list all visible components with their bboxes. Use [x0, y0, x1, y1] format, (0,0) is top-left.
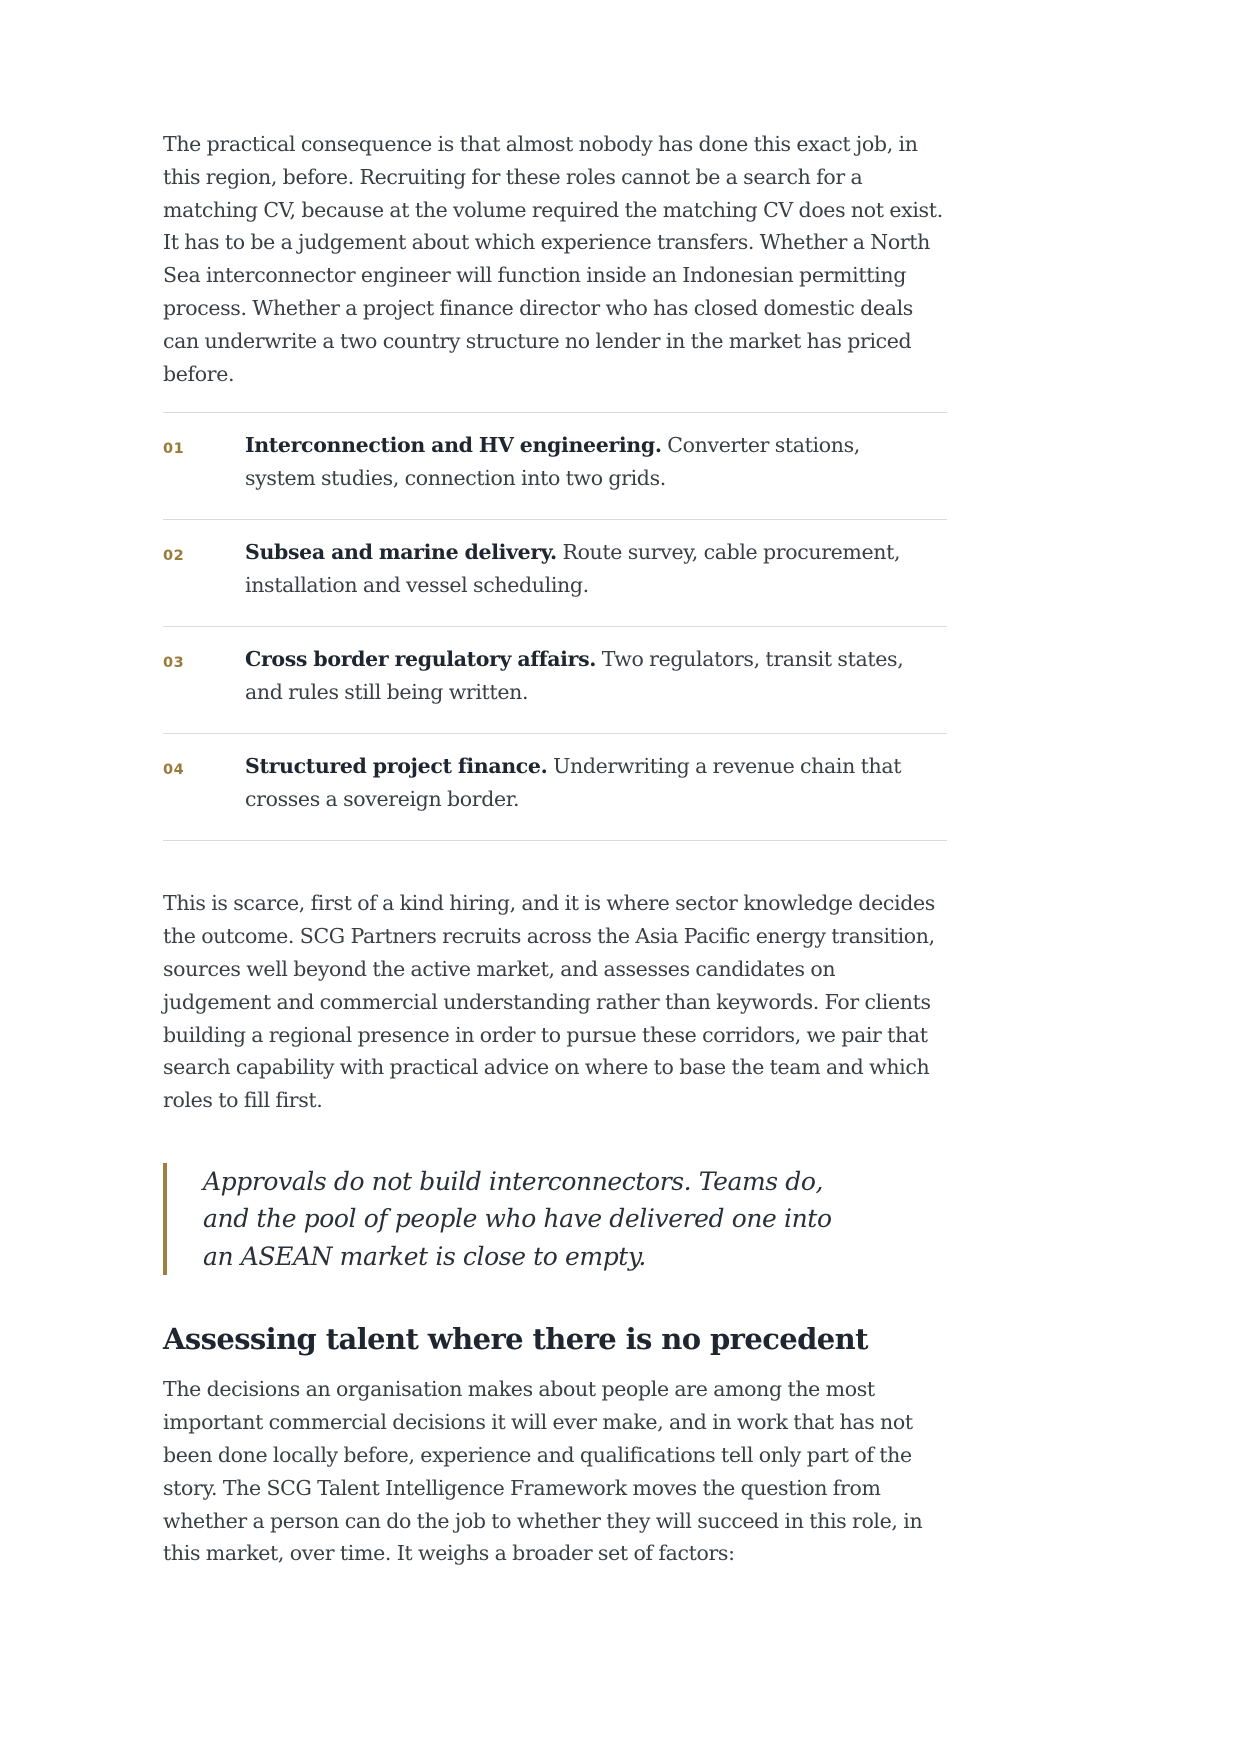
role-list: [163, 412, 947, 841]
list-item: [163, 734, 947, 841]
list-item-title: Interconnection and HV engineering.: [245, 433, 662, 458]
list-item-number: 04: [163, 762, 185, 779]
list-item-number: 01: [163, 441, 185, 458]
list-item-text: [245, 643, 947, 713]
list-item-title: Structured project finance.: [245, 754, 548, 779]
list-item-description: Converter stations, system studies, connection into two grids.: [245, 433, 860, 491]
list-item-number: 03: [163, 655, 185, 672]
pull-quote: Approvals do not build interconnectors. Teams do, and the pool of people who have delivered one into an ASEAN market is close to empty.: [163, 1163, 843, 1276]
list-item-description: Two regulators, transit states, and rules still being written.: [245, 647, 904, 705]
document-page: [163, 128, 947, 1570]
list-item-text: [245, 536, 947, 606]
third-paragraph: The decisions an organisation makes about people are among the most important commercial decisions it will ever make, and in work that has not been done locally before, experience and qualifications tell only part of the story. The SCG Talent Intelligence Framework moves the question from whether a person can do the job to whether they will succeed in this role, in this market, over time. It weighs a broader set of factors:: [163, 1377, 923, 1566]
list-item-number: 02: [163, 548, 185, 565]
list-item-text: [245, 750, 947, 820]
list-item: [163, 413, 947, 520]
section-heading: Assessing talent where there is no precedent: [163, 1322, 868, 1357]
intro-paragraph: The practical consequence is that almost nobody has done this exact job, in this region, before. Recruiting for these roles cannot be a search for a matching CV, because at the volume required the matching CV does not exist. It has to be a judgement about which experience transfers. Whether a North Sea interconnector engineer will function inside an Indonesian permitting process. Whether a project finance director who has closed domestic deals can underwrite a two country structure no lender in the market has priced before.: [163, 132, 943, 386]
list-item-text: [245, 429, 947, 499]
second-paragraph: This is scarce, first of a kind hiring, and it is where sector knowledge decides the outcome. SCG Partners recruits across the Asia Pacific energy transition, sources well beyond the active market, and assesses candidates on judgement and commercial understanding rather than keywords. For clients building a regional presence in order to pursue these corridors, we pair that search capability with practical advice on where to base the team and which roles to fill first.: [163, 891, 935, 1113]
list-item: [163, 627, 947, 734]
list-item-description: Route survey, cable procurement, installation and vessel scheduling.: [245, 540, 901, 598]
list-item: [163, 520, 947, 627]
list-item-title: Cross border regulatory affairs.: [245, 647, 597, 672]
list-item-description: Underwriting a revenue chain that crosses a sovereign border.: [245, 754, 902, 812]
list-item-title: Subsea and marine delivery.: [245, 540, 557, 565]
